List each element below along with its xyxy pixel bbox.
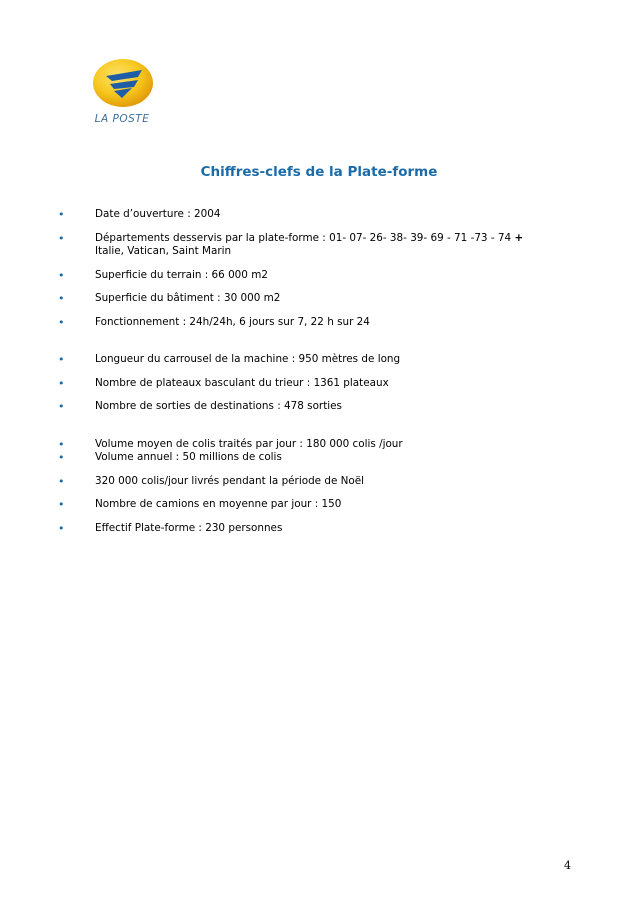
key-figures-list	[58, 208, 578, 535]
item-text: Volume annuel : 50 millions de colis	[95, 451, 282, 463]
item-text: Effectif Plate-forme : 230 personnes	[95, 521, 283, 534]
list-item	[58, 377, 578, 391]
page-title: Chiffres-clefs de la Plate-forme	[200, 164, 438, 180]
bullet-icon: •	[58, 208, 65, 221]
list-item	[58, 400, 578, 414]
item-text: Fonctionnement : 24h/24h, 6 jours sur 7, 22 h sur 24	[95, 315, 370, 328]
list-item	[58, 451, 578, 465]
item-text: Longueur du carrousel de la machine : 950 mètres de long	[95, 353, 401, 365]
list-item	[58, 208, 578, 222]
item-text: Date d’ouverture : 2004	[95, 208, 221, 220]
page-number: 4	[564, 859, 571, 872]
item-text: Nombre de sorties de destinations : 478 sorties	[95, 400, 342, 412]
item-text: Nombre de plateaux basculant du trieur : 1361 plateaux	[95, 376, 389, 389]
bullet-icon: •	[58, 400, 65, 413]
list-item	[58, 522, 578, 536]
list-item	[58, 353, 578, 367]
item-text: 320 000 colis/jour livrés pendant la période de Noël	[95, 474, 365, 487]
item-text-bold: +	[514, 231, 524, 244]
item-text: Superficie du terrain : 66 000 m2	[95, 268, 268, 281]
list-item	[58, 475, 578, 489]
bullet-icon: •	[58, 231, 65, 245]
bullet-icon: •	[58, 521, 65, 535]
list-item	[58, 438, 578, 452]
item-text: Nombre de camions en moyenne par jour : 150	[95, 498, 342, 510]
item-text: Départements desservis par la plate-forme : 01- 07- 26- 38- 39- 69 - 71 -73 - 74	[95, 231, 515, 244]
bullet-icon: •	[58, 437, 65, 451]
bullet-icon: •	[58, 268, 65, 282]
logo-text: LA POSTE	[94, 113, 150, 125]
item-text: Superficie du bâtiment : 30 000 m2	[95, 292, 281, 304]
list-item	[58, 232, 578, 259]
la-poste-logo	[78, 58, 166, 132]
item-text: Volume moyen de colis traités par jour : 180 000 colis /jour	[95, 437, 403, 450]
bullet-icon: •	[58, 498, 65, 511]
bullet-icon: •	[58, 292, 65, 305]
list-item	[58, 292, 578, 306]
list-item	[58, 316, 578, 330]
bullet-icon: •	[58, 474, 65, 488]
list-item	[58, 269, 578, 283]
item-text-continuation: Italie, Vatican, Saint Marin	[95, 245, 232, 257]
bullet-icon: •	[58, 376, 65, 390]
bullet-icon: •	[58, 315, 65, 329]
la-poste-bird-icon	[92, 58, 154, 108]
bullet-icon: •	[58, 451, 65, 464]
list-item	[58, 498, 578, 512]
bullet-icon: •	[58, 353, 65, 366]
